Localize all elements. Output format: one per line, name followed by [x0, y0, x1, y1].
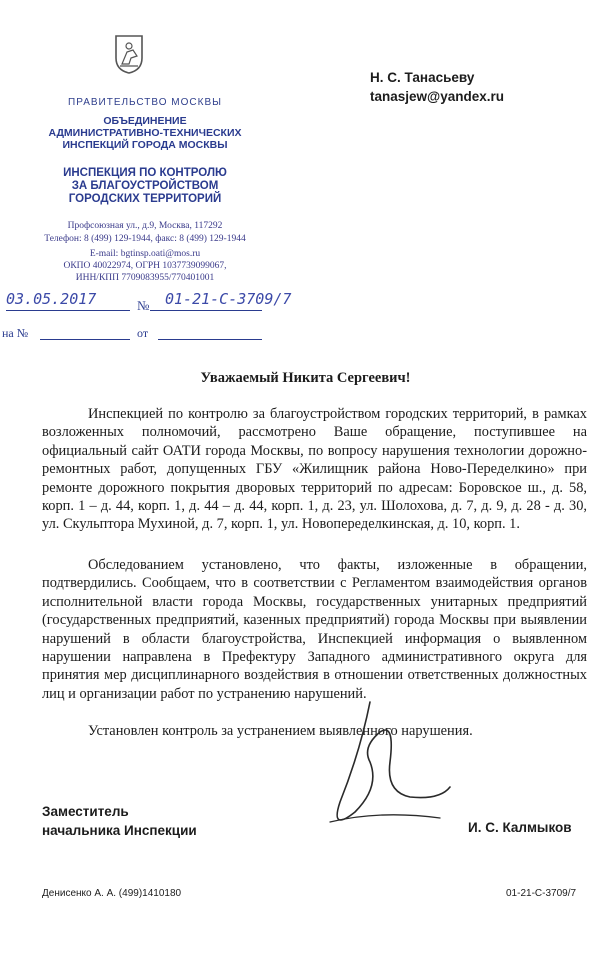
- reference-label: на №: [2, 326, 29, 340]
- inspection-line: ГОРОДСКИХ ТЕРРИТОРИЙ: [68, 193, 222, 205]
- organization-name: [20, 115, 270, 151]
- paragraph-text: Обследованием установлено, что факты, изложенные в обращении, подтвердились. Сообщаем, что в соответствии с Регламентом взаимодействия органов исполнительной власти города Москвы, государственных унитарных предприятий (государственных предприятий, казенных предприятий) города Москвы при выявлении нарушений в области благоустройства, Инспекцией информация о выявленном нарушении направлена в Префектуру Западного административного округа для принятия мер дисциплинарного воздействия в отношении ответственных должностных лиц и организации работ по устранению нарушений.: [42, 557, 587, 702]
- reference-date-underline: [158, 339, 262, 340]
- org-okpo: ОКПО 40022974, ОГРН 1037739099067,: [63, 261, 227, 271]
- executor-info: Денисенко А. А. (499)1410180: [42, 888, 182, 899]
- organization-line: ИНСПЕКЦИЙ ГОРОДА МОСКВЫ: [62, 139, 228, 151]
- organization-line: АДМИНИСТРАТИВНО-ТЕХНИЧЕСКИХ: [48, 127, 242, 139]
- body-paragraph: [42, 556, 587, 703]
- handwritten-signature-icon: [300, 692, 460, 852]
- inspection-line: ЗА БЛАГОУСТРОЙСТВОМ: [71, 180, 219, 192]
- reference-underline: [40, 339, 130, 340]
- org-phone: Телефон: 8 (499) 129-1944, факс: 8 (499) 129-1944: [44, 234, 246, 244]
- registration-date: 03.05.2017: [6, 290, 97, 308]
- moscow-coat-of-arms-icon: [113, 34, 145, 74]
- org-inn: ИНН/КПП 7709083955/770401001: [75, 273, 215, 283]
- registration-number: 01-21-С-3709/7: [165, 290, 292, 308]
- registration-number-label: №: [137, 298, 150, 313]
- salutation: Уважаемый Никита Сергеевич!: [200, 370, 411, 386]
- org-address: Профсоюзная ул., д.9, Москва, 117292: [67, 221, 223, 231]
- inspection-name: [20, 167, 270, 206]
- signatory-name: И. С. Калмыков: [468, 820, 572, 835]
- organization-line: ОБЪЕДИНЕНИЕ: [103, 115, 187, 127]
- org-email: E-mail: bgtinsp.oati@mos.ru: [89, 249, 201, 259]
- inspection-line: ИНСПЕКЦИЯ ПО КОНТРОЛЮ: [63, 167, 227, 179]
- signatory-title-line: начальника Инспекции: [42, 823, 197, 838]
- paragraph-text: Установлен контроль за устранением выявленного нарушения.: [88, 723, 473, 739]
- date-underline: [6, 310, 130, 311]
- reference-date-label: от: [137, 326, 149, 340]
- document-number: 01-21-С-3709/7: [506, 888, 577, 899]
- recipient-email: tanasjew@yandex.ru: [370, 89, 504, 104]
- signatory-title: [42, 802, 197, 840]
- signatory-title-line: Заместитель: [42, 804, 129, 819]
- number-underline: [150, 310, 262, 311]
- paragraph-text: Инспекцией по контролю за благоустройством городских территорий, в рамках возложенных полномочий, рассмотрено Ваше обращение, поступившее на официальный сайт ОАТИ города Москвы, по вопросу нарушения технологии дорожно-ремонтных работ, допущенных ГБУ «Жилищник района Ново-Переделкино» при ремонте дорожного покрытия дворовых территорий по адресам: Боровское ш., д. 58, корп. 1 – д. 44, корп. 1, д. 44 – д. 44, корп. 1, д. 23, ул. Шолохова, д. 7, д. 9, д. 28 - д. 30, ул. Скульптора Мухиной, д. 7, корп. 1, ул. Новопеределкинская, д. 10, корп. 1.: [42, 406, 587, 533]
- recipient-name: Н. С. Танасьеву: [370, 70, 475, 85]
- government-title: ПРАВИТЕЛЬСТВО МОСКВЫ: [68, 97, 222, 108]
- body-paragraph: [42, 405, 587, 534]
